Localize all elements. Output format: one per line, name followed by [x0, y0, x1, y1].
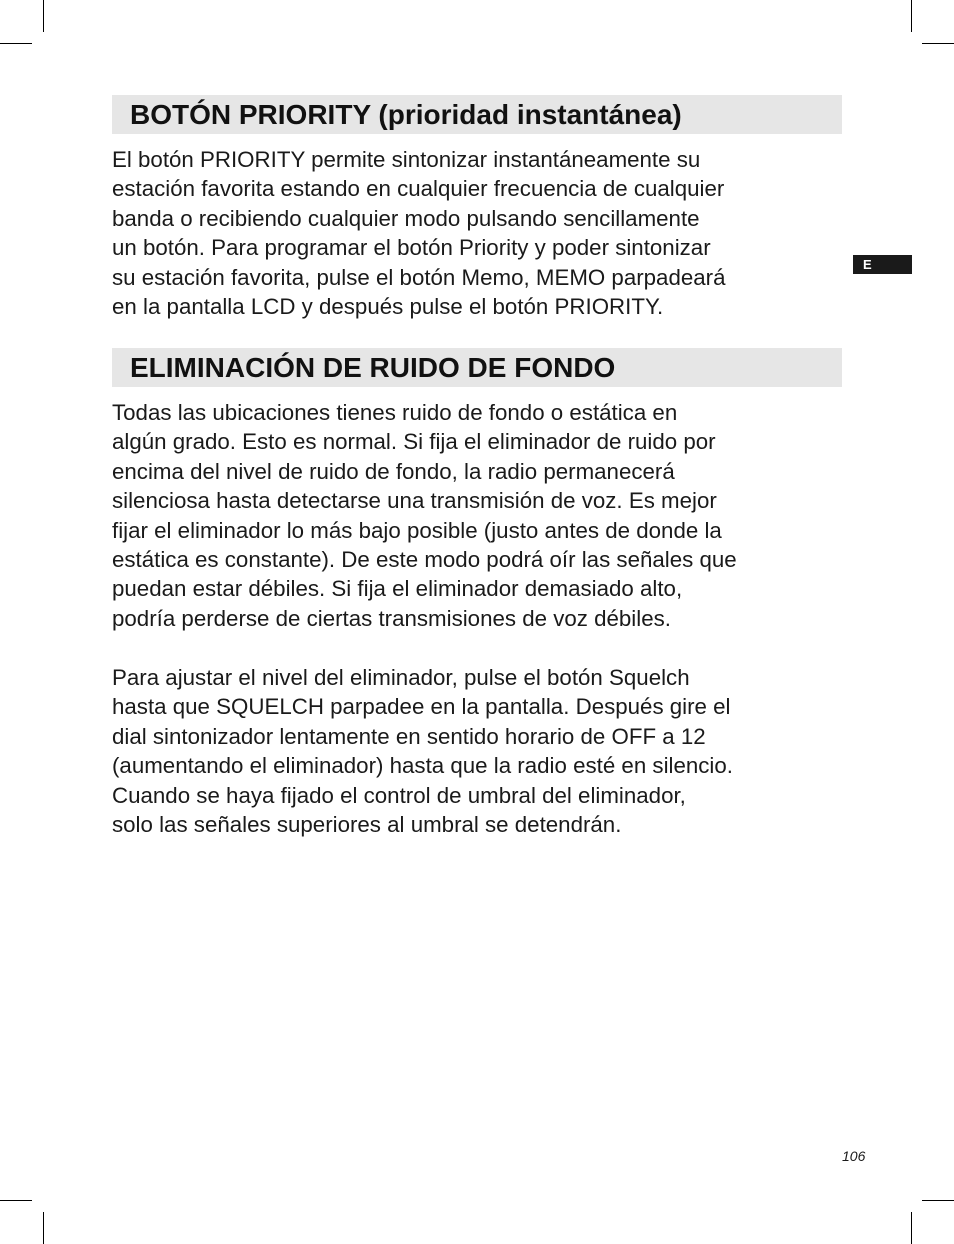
text-line: solo las señales superiores al umbral se detendrán. — [112, 812, 622, 838]
text-line: en la pantalla LCD y después pulse el botón PRIORITY. — [112, 294, 664, 320]
text-line: estación favorita estando en cualquier frecuencia de cualquier — [112, 176, 725, 202]
text-line: algún grado. Esto es normal. Si fija el eliminador de ruido por — [112, 429, 716, 455]
section-heading-noise-elimination: ELIMINACIÓN DE RUIDO DE FONDO — [112, 348, 842, 387]
crop-mark-top-right-horizontal — [922, 43, 954, 44]
text-line: El botón PRIORITY permite sintonizar instantáneamente su — [112, 147, 701, 172]
text-line: (aumentando el eliminador) hasta que la radio esté en silencio. — [112, 753, 733, 779]
paragraph-squelch-adjust — [112, 663, 812, 839]
crop-mark-top-right-vertical — [911, 0, 912, 32]
crop-mark-bottom-right-vertical — [911, 1212, 912, 1244]
text-line: Para ajustar el nivel del eliminador, pulse el botón Squelch — [112, 665, 690, 690]
crop-mark-bottom-left-horizontal — [0, 1200, 32, 1201]
text-line: dial sintonizador lentamente en sentido horario de OFF a 12 — [112, 723, 706, 749]
text-line: silenciosa hasta detectarse una transmisión de voz. Es mejor — [112, 488, 717, 514]
crop-mark-top-left-horizontal — [0, 43, 32, 44]
paragraph-priority — [112, 145, 812, 321]
text-line: puedan estar débiles. Si fija el eliminador demasiado alto, — [112, 576, 683, 602]
text-line: estática es constante). De este modo podrá oír las señales que — [112, 547, 737, 573]
crop-mark-bottom-left-vertical — [43, 1212, 44, 1244]
text-line: hasta que SQUELCH parpadee en la pantalla. Después gire el — [112, 694, 731, 720]
section-heading-priority: BOTÓN PRIORITY (prioridad instantánea) — [112, 95, 842, 134]
text-line: fijar el eliminador lo más bajo posible (justo antes de donde la — [112, 517, 722, 543]
text-line: podría perderse de ciertas transmisiones de voz débiles. — [112, 605, 671, 631]
text-line: Cuando se haya fijado el control de umbral del eliminador, — [112, 782, 686, 808]
language-tab: E — [853, 255, 912, 274]
text-line: Todas las ubicaciones tienes ruido de fondo o estática en — [112, 400, 678, 425]
text-line: su estación favorita, pulse el botón Memo, MEMO parpadeará — [112, 264, 726, 290]
text-line: un botón. Para programar el botón Priority y poder sintonizar — [112, 235, 711, 261]
paragraph-noise-intro — [112, 398, 812, 633]
text-line: encima del nivel de ruido de fondo, la radio permanecerá — [112, 458, 675, 484]
page-number: 106 — [842, 1148, 866, 1164]
crop-mark-top-left-vertical — [43, 0, 44, 32]
text-line: banda o recibiendo cualquier modo pulsando sencillamente — [112, 205, 700, 231]
crop-mark-bottom-right-horizontal — [922, 1200, 954, 1201]
